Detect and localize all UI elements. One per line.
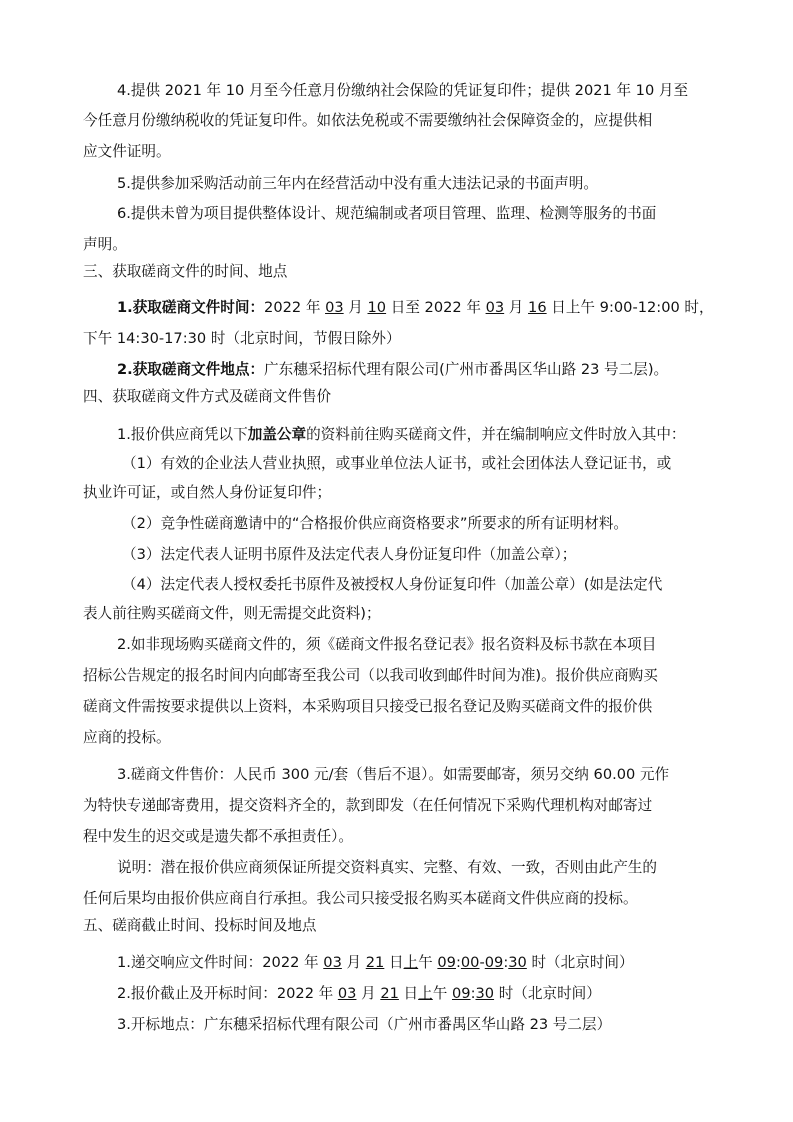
item6-line2: 声明。	[83, 236, 127, 253]
sec3-time-line	[117, 298, 714, 318]
text: 1.递交响应文件时间：2022 年	[117, 954, 324, 971]
text: :	[455, 954, 461, 971]
sec4-p2-line2: 招标公告规定的报名时间内向邮寄至我公司（以我司收到邮件时间为准)。报价供应商购买	[83, 667, 658, 684]
sec4-p3-line1: 3.磋商文件售价：人民币 300 元/套（售后不退）。如需要邮寄，须另交纳 60.00 元作	[117, 766, 670, 783]
sec3-place-label: 2.获取磋商文件地点：	[117, 361, 265, 378]
item4-line2: 今任意月份缴纳税收的凭证复印件。如依法免税或不需要缴纳社会保障资金的，应提供相	[83, 112, 653, 129]
section5-heading: 五、磋商截止时间、投标时间及地点	[83, 917, 317, 934]
sec3-place-line	[117, 360, 668, 380]
sec3-time-line2: 下午 14:30-17:30 时（北京时间，节假日除外）	[83, 330, 401, 347]
month-value: 03	[323, 954, 342, 971]
text: 月	[341, 954, 366, 971]
sec5-line3: 3.开标地点：广东穗采招标代理有限公司（广州市番禺区华山路 23 号二层）	[117, 1016, 612, 1033]
minute-value: 00	[460, 954, 480, 971]
minute-value: 30	[508, 954, 527, 971]
text: 时（北京时间）	[526, 954, 634, 971]
hour-value: 09	[484, 954, 504, 971]
text: 月	[504, 299, 529, 316]
day-value: 21	[380, 985, 399, 1002]
sec5-line1	[117, 953, 634, 973]
text: 日上午 9:00-12:00 时，	[546, 299, 714, 316]
sec4-p3-line2: 为特快专递邮寄费用，提交资料齐全的，款到即发（在任何情况下采购代理机构对邮寄过	[83, 797, 653, 814]
month-value: 03	[337, 985, 357, 1002]
text: 月	[343, 299, 368, 316]
day-value: 21	[365, 954, 385, 971]
requirement-2: （2）竞争性磋商邀请中的“合格报价供应商资格要求”所要求的所有证明材料。	[122, 515, 629, 532]
requirement-1-line1: （1）有效的企业法人营业执照，或事业单位法人证书，或社会团体法人登记证书，或	[122, 455, 672, 472]
text: 的资料前往购买磋商文件，并在编制响应文件时放入其中：	[306, 426, 686, 443]
hour-value: 09	[451, 985, 471, 1002]
section4-heading: 四、获取磋商文件方式及磋商文件售价	[83, 388, 332, 405]
item4-line1: 4.提供 2021 年 10 月至今任意月份缴纳社会保险的凭证复印件；提供 2021 年 10 月至	[117, 82, 689, 99]
text: 1.报价供应商凭以下	[117, 426, 248, 443]
text: :	[470, 985, 476, 1002]
day-value: 10	[367, 299, 387, 316]
text: 时（北京时间）	[494, 985, 601, 1002]
text: 日至 2022 年	[386, 299, 486, 316]
text: 日	[384, 954, 404, 971]
stamp-emphasis: 加盖公章	[247, 426, 307, 443]
minute-value: 30	[475, 985, 495, 1002]
day-value: 16	[528, 299, 547, 316]
note-line1: 说明：潜在报价供应商须保证所提交资料真实、完整、有效、一致，否则由此产生的	[117, 859, 657, 876]
requirement-4-line2: 表人前往购买磋商文件，则无需提交此资料)；	[83, 605, 381, 622]
sec4-p1	[117, 425, 686, 445]
requirement-3: （3）法定代表人证明书原件及法定代表人身份证复印件（加盖公章）；	[122, 546, 577, 563]
text: -	[479, 954, 485, 971]
hour-value: 09	[437, 954, 456, 971]
sec3-place-value: 广东穗采招标代理有限公司(广州市番禺区华山路 23 号二层)。	[264, 361, 669, 378]
text: 月	[356, 985, 381, 1002]
requirement-4-line1: （4）法定代表人授权委托书原件及被授权人身份证复印件（加盖公章）(如是法定代	[122, 576, 663, 593]
text: 2.报价截止及开标时间：2022 年	[117, 985, 338, 1002]
text: 2022 年	[264, 299, 326, 316]
text: 午	[432, 985, 452, 1002]
month-value: 03	[325, 299, 344, 316]
note-line2: 任何后果均由报价供应商自行承担。我公司只接受报名购买本磋商文件供应商的投标。	[83, 890, 638, 907]
section3-heading: 三、获取磋商文件的时间、地点	[83, 263, 288, 280]
sec5-line2	[117, 984, 601, 1004]
item6-line1: 6.提供未曾为项目提供整体设计、规范编制或者项目管理、监理、检测等服务的书面	[117, 205, 657, 222]
sec4-p2-line1: 2.如非现场购买磋商文件的，须《磋商文件报名登记表》报名资料及标书款在本项目	[117, 636, 657, 653]
sec4-p3-line3: 程中发生的迟交或是遗失都不承担责任）。	[83, 828, 353, 845]
sec4-p2-line4: 应商的投标。	[83, 729, 171, 746]
am-value: 上	[403, 954, 419, 971]
sec3-time-label: 1.获取磋商文件时间：	[117, 299, 265, 316]
item4-line3: 应文件证明。	[83, 143, 171, 160]
text: 午	[418, 954, 438, 971]
am-value: 上	[418, 985, 433, 1002]
text: 日	[398, 985, 419, 1002]
sec4-p2-line3: 磋商文件需按要求提供以上资料，本采购项目只接受已报名登记及购买磋商文件的报价供	[83, 698, 653, 715]
requirement-1-line2: 执业许可证，或自然人身份证复印件；	[83, 484, 332, 501]
month-value: 03	[485, 299, 505, 316]
text: :	[503, 954, 509, 971]
item5: 5.提供参加采购活动前三年内在经营活动中没有重大违法记录的书面声明。	[117, 175, 598, 192]
